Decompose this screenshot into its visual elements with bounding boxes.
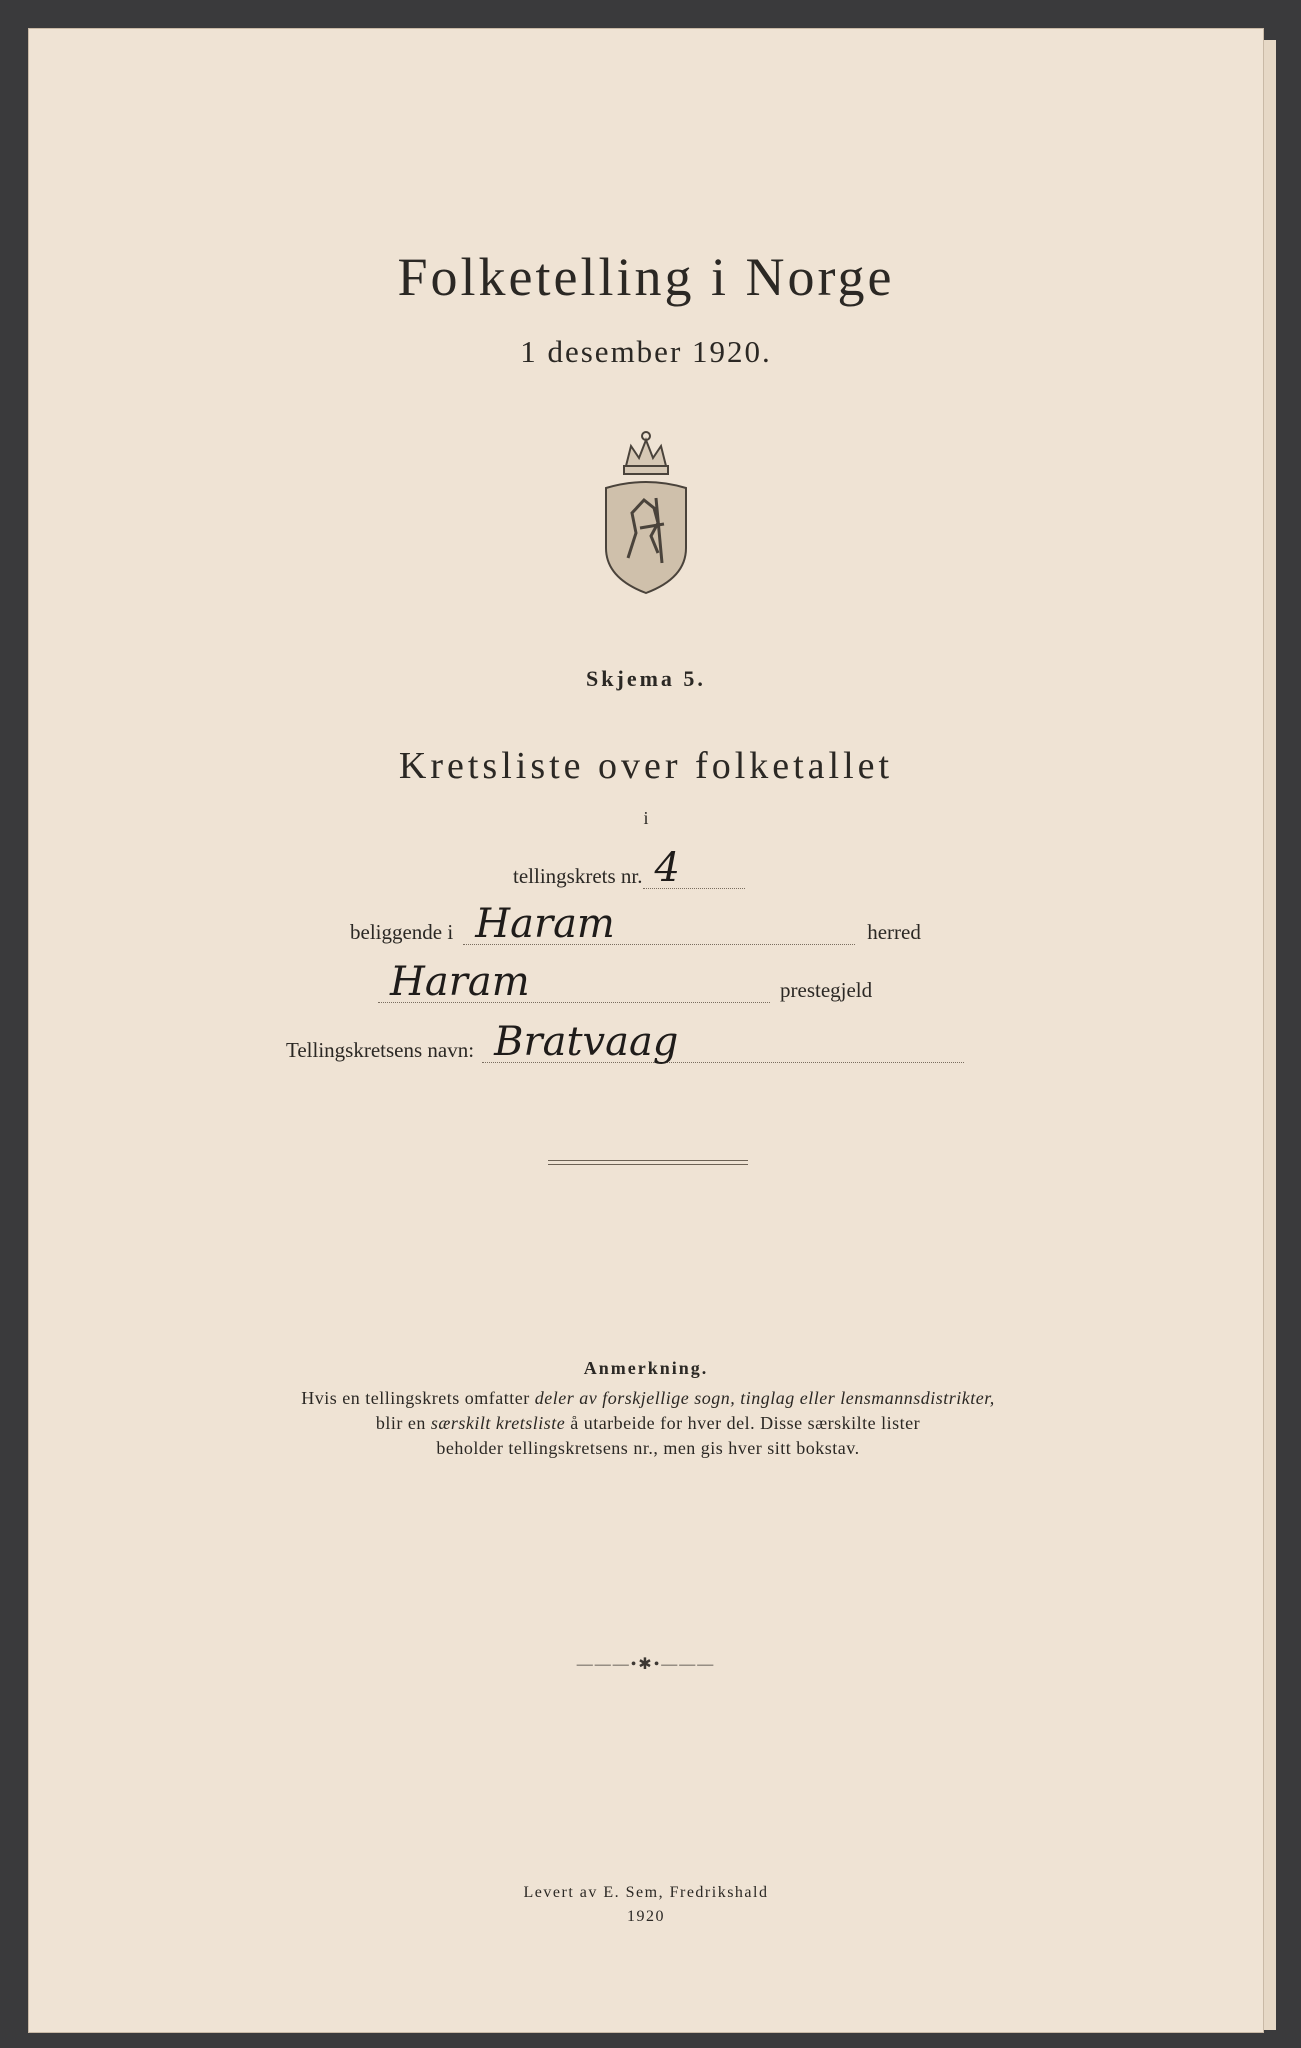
note-title: Anmerkning.	[583, 1358, 709, 1378]
ornament-divider: ———•✱•———	[576, 1656, 716, 1673]
prestegjeld-label: prestegjeld	[780, 978, 873, 1002]
herred-label: herred	[867, 920, 921, 944]
note-line-3: beholder tellingskretsens nr., men gis hver sitt bokstav.	[436, 1438, 860, 1458]
preposition-i: i	[643, 808, 649, 828]
printer-credit: Levert av E. Sem, Fredrikshald	[523, 1884, 769, 1901]
schema-number: Skjema 5.	[586, 666, 706, 691]
note-line-1-b: deler av forskjellige sogn, tinglag eller lensmannsdistrikter,	[534, 1388, 995, 1408]
note-text	[228, 1386, 1068, 1461]
note-line-1-a: Hvis en tellingskrets omfatter	[301, 1388, 535, 1408]
divider-rule	[548, 1160, 748, 1165]
krets-label: tellingskrets nr.	[513, 864, 643, 888]
printer-year: 1920	[627, 1908, 665, 1925]
krets-name-field[interactable]: Bratvaag	[482, 1022, 964, 1063]
beliggende-label: beliggende i	[350, 920, 454, 944]
krets-row	[513, 845, 745, 891]
herred-field[interactable]: Haram	[463, 904, 855, 945]
page-title: Folketelling i Norge	[397, 247, 895, 307]
census-form-page	[28, 28, 1264, 2033]
herred-row	[350, 901, 921, 947]
norwegian-coat-of-arms-icon	[596, 428, 696, 598]
page-edge	[1262, 40, 1276, 2030]
navn-row	[286, 1019, 964, 1065]
prestegjeld-row	[378, 959, 873, 1005]
census-date: 1 desember 1920.	[520, 334, 772, 369]
krets-number-field[interactable]: 4	[643, 848, 745, 889]
form-heading: Kretsliste over folketallet	[398, 745, 894, 787]
navn-label: Tellingskretsens navn:	[286, 1038, 475, 1062]
note-line-2-b: særskilt kretsliste	[430, 1413, 566, 1433]
note-line-2-c: å utarbeide for hver del. Disse særskilte lister	[565, 1413, 921, 1433]
note-line-2-a: blir en	[375, 1413, 431, 1433]
prestegjeld-field[interactable]: Haram	[378, 962, 770, 1003]
